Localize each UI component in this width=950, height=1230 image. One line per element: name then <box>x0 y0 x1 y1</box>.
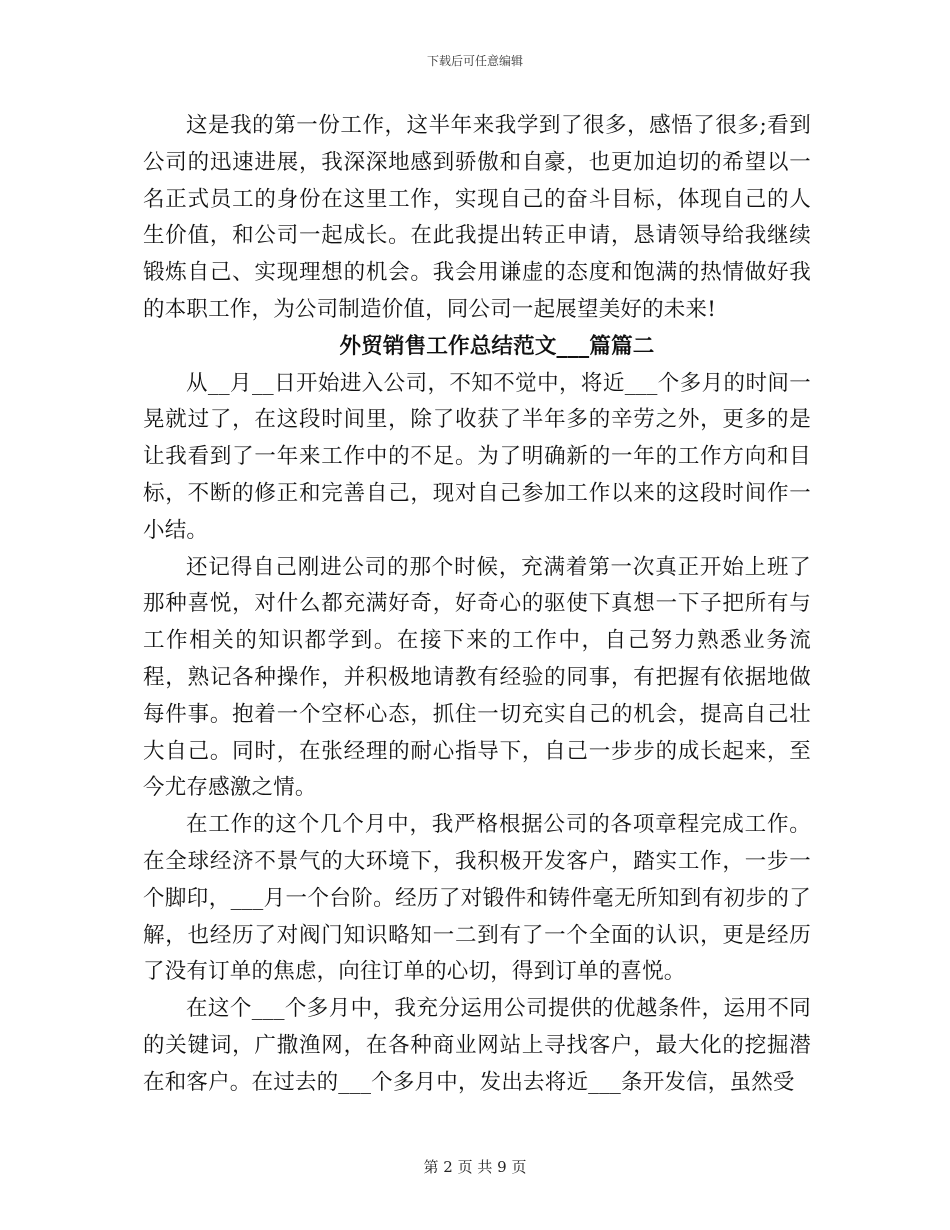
paragraph-4: 在这个___个多月中，我充分运用公司提供的优越条件，运用不同的关键词，广撒渔网，在各种商业网站上寻找客户，最大化的挖掘潜在和客户。在过去的___个多月中，发出去将近___条开发信，虽然受 <box>143 996 811 1095</box>
paragraph-2: 还记得自己刚进公司的那个时候，充满着第一次真正开始上班了那种喜悦，对什么都充满好奇，好奇心的驱使下真想一下子把所有与工作相关的知识都学到。在接下来的工作中，自己努力熟悉业务流程，熟记各种操作，并积极地请教有经验的同事，有把握有依据地做每件事。抱着一个空杯心态，抓住一切充实自己的机会，提高自己壮大自己。同时，在张经理的耐心指导下，自己一步步的成长起来，至今尤存感激之情。 <box>143 554 811 801</box>
page-footer: 第 2 页 共 9 页 <box>423 1158 527 1176</box>
paragraph-3: 在工作的这个几个月中，我严格根据公司的各项章程完成工作。在全球经济不景气的大环境下，我积极开发客户，踏实工作，一步一个脚印，___月一个台阶。经历了对锻件和铸件毫无所知到有初步的了解，也经历了对阀门知识略知一二到有了一个全面的认识，更是经历了没有订单的焦虑，向往订单的心切，得到订单的喜悦。 <box>143 812 811 985</box>
paragraph-intro: 这是我的第一份工作，这半年来我学到了很多，感悟了很多;看到公司的迅速进展，我深深地感到骄傲和自豪，也更加迫切的希望以一名正式员工的身份在这里工作，实现自己的奋斗目标，体现自己的人生价值，和公司一起成长。在此我提出转正申请，恳请领导给我继续锻炼自己、实现理想的机会。我会用谦虚的态度和饱满的热情做好我的本职工作，为公司制造价值，同公司一起展望美好的未来! <box>143 113 811 322</box>
section-title: 外贸销售工作总结范文___篇篇二 <box>339 333 655 359</box>
document-body <box>143 108 811 1102</box>
page-header: 下载后可任意编辑 <box>426 54 523 68</box>
paragraph-1: 从__月__日开始进入公司，不知不觉中，将近___个多月的时间一晃就过了，在这段时间里，除了收获了半年多的辛劳之外，更多的是让我看到了一年来工作中的不足。为了明确新的一年的工作方向和目标，不断的修正和完善自己，现对自己参加工作以来的这段时间作一小结。 <box>143 370 811 543</box>
